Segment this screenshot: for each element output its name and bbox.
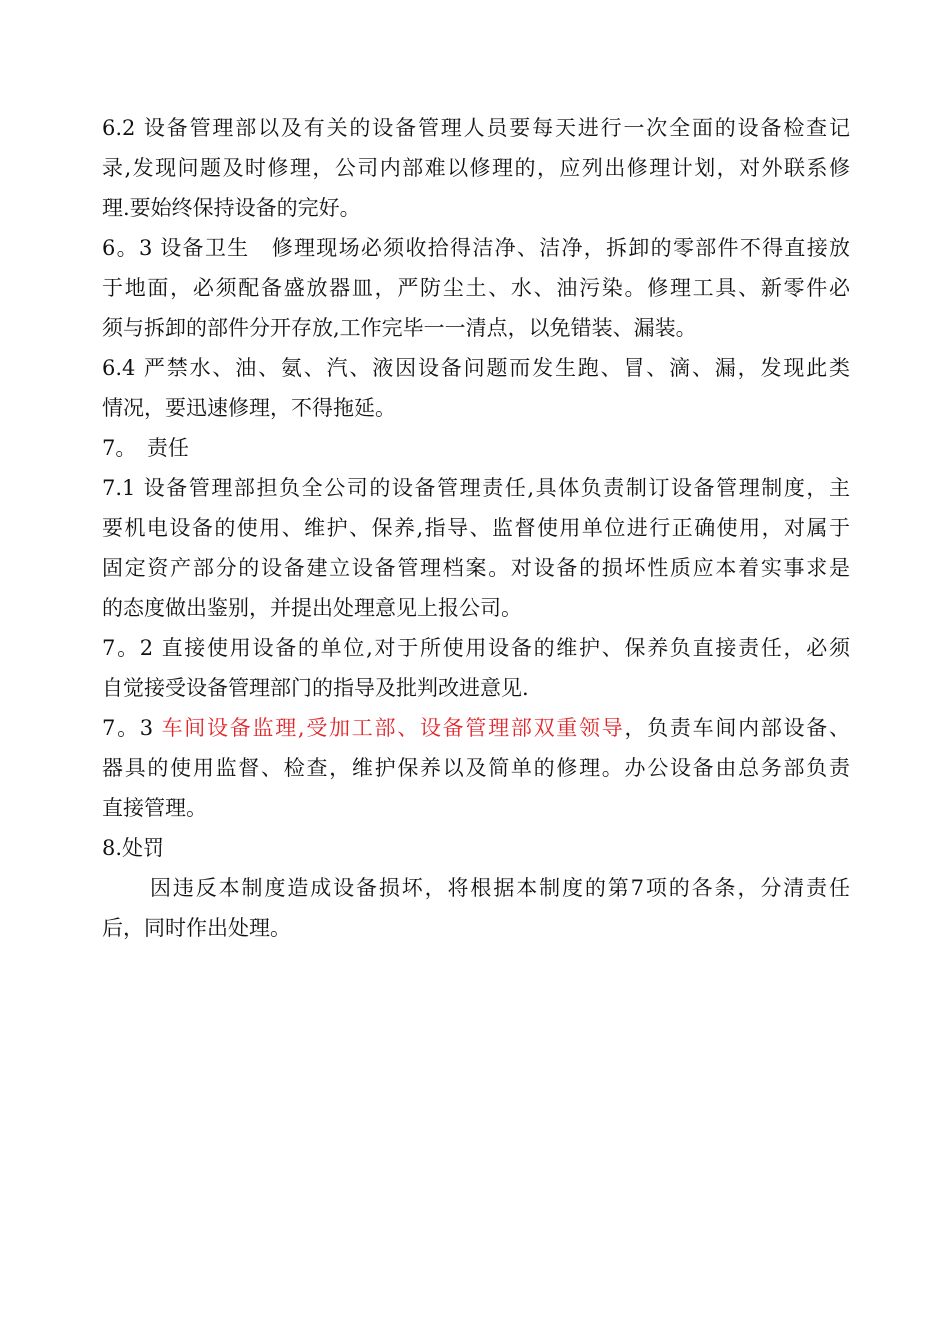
section-7-2 bbox=[102, 628, 850, 708]
paragraph-line: 7.1 设备管理部担负全公司的设备管理责任,具体负责制订设备管理制度，主 bbox=[102, 476, 850, 500]
section-7-heading: 7。 责任 bbox=[102, 436, 189, 460]
paragraph-line: 器具的使用监督、检查，维护保养以及简单的修理。办公设备由总务部负责 bbox=[102, 756, 850, 780]
paragraph-line: 后，同时作出处理。 bbox=[102, 916, 291, 940]
section-7-1 bbox=[102, 468, 850, 628]
paragraph-line bbox=[102, 708, 850, 748]
section-6-3 bbox=[102, 228, 850, 348]
document-page bbox=[102, 108, 850, 948]
paragraph-line: 固定资产部分的设备建立设备管理档案。对设备的损坏性质应本着实事求是 bbox=[102, 556, 850, 580]
paragraph-line: 自觉接受设备管理部门的指导及批判改进意见. bbox=[102, 676, 529, 700]
paragraph-line: 6.4 严禁水、油、氨、汽、液因设备问题而发生跑、冒、滴、漏，发现此类 bbox=[102, 356, 850, 380]
paragraph-line: 6.2 设备管理部以及有关的设备管理人员要每天进行一次全面的设备检查记 bbox=[102, 116, 850, 140]
paragraph-line: 情况，要迅速修理，不得拖延。 bbox=[102, 396, 396, 420]
section-8-heading: 8.处罚 bbox=[102, 836, 165, 860]
paragraph-line: 要机电设备的使用、维护、保养,指导、监督使用单位进行正确使用，对属于 bbox=[102, 516, 850, 540]
section-7-3 bbox=[102, 708, 850, 828]
section-6-4 bbox=[102, 348, 850, 428]
paragraph-line: 6。3 设备卫生 修理现场必须收拾得洁净、洁净，拆卸的零部件不得直接放 bbox=[102, 236, 850, 260]
paragraph-line: 于地面，必须配备盛放器皿，严防尘土、水、油污染。修理工具、新零件必 bbox=[102, 276, 850, 300]
section-number: 7。3 bbox=[102, 716, 162, 740]
paragraph-line: 7。2 直接使用设备的单位,对于所使用设备的维护、保养负直接责任，必须 bbox=[102, 636, 850, 660]
paragraph-line: 因违反本制度造成设备损坏，将根据本制度的第7项的各条，分清责任 bbox=[150, 876, 850, 900]
section-8 bbox=[102, 828, 850, 948]
section-6-2 bbox=[102, 108, 850, 228]
paragraph-line: 直接管理。 bbox=[102, 796, 207, 820]
paragraph-line: 的态度做出鉴别，并提出处理意见上报公司。 bbox=[102, 596, 522, 620]
paragraph-line: 录,发现问题及时修理，公司内部难以修理的，应列出修理计划，对外联系修 bbox=[102, 156, 850, 180]
paragraph-line: 理.要始终保持设备的完好。 bbox=[102, 196, 361, 220]
highlighted-text: 车间设备监理,受加工部、设备管理部双重领导 bbox=[161, 716, 625, 740]
paragraph-text: ，负责车间内部设备、 bbox=[624, 716, 850, 740]
paragraph-line: 须与拆卸的部件分开存放,工作完毕一一清点，以免错装、漏装。 bbox=[102, 316, 697, 340]
